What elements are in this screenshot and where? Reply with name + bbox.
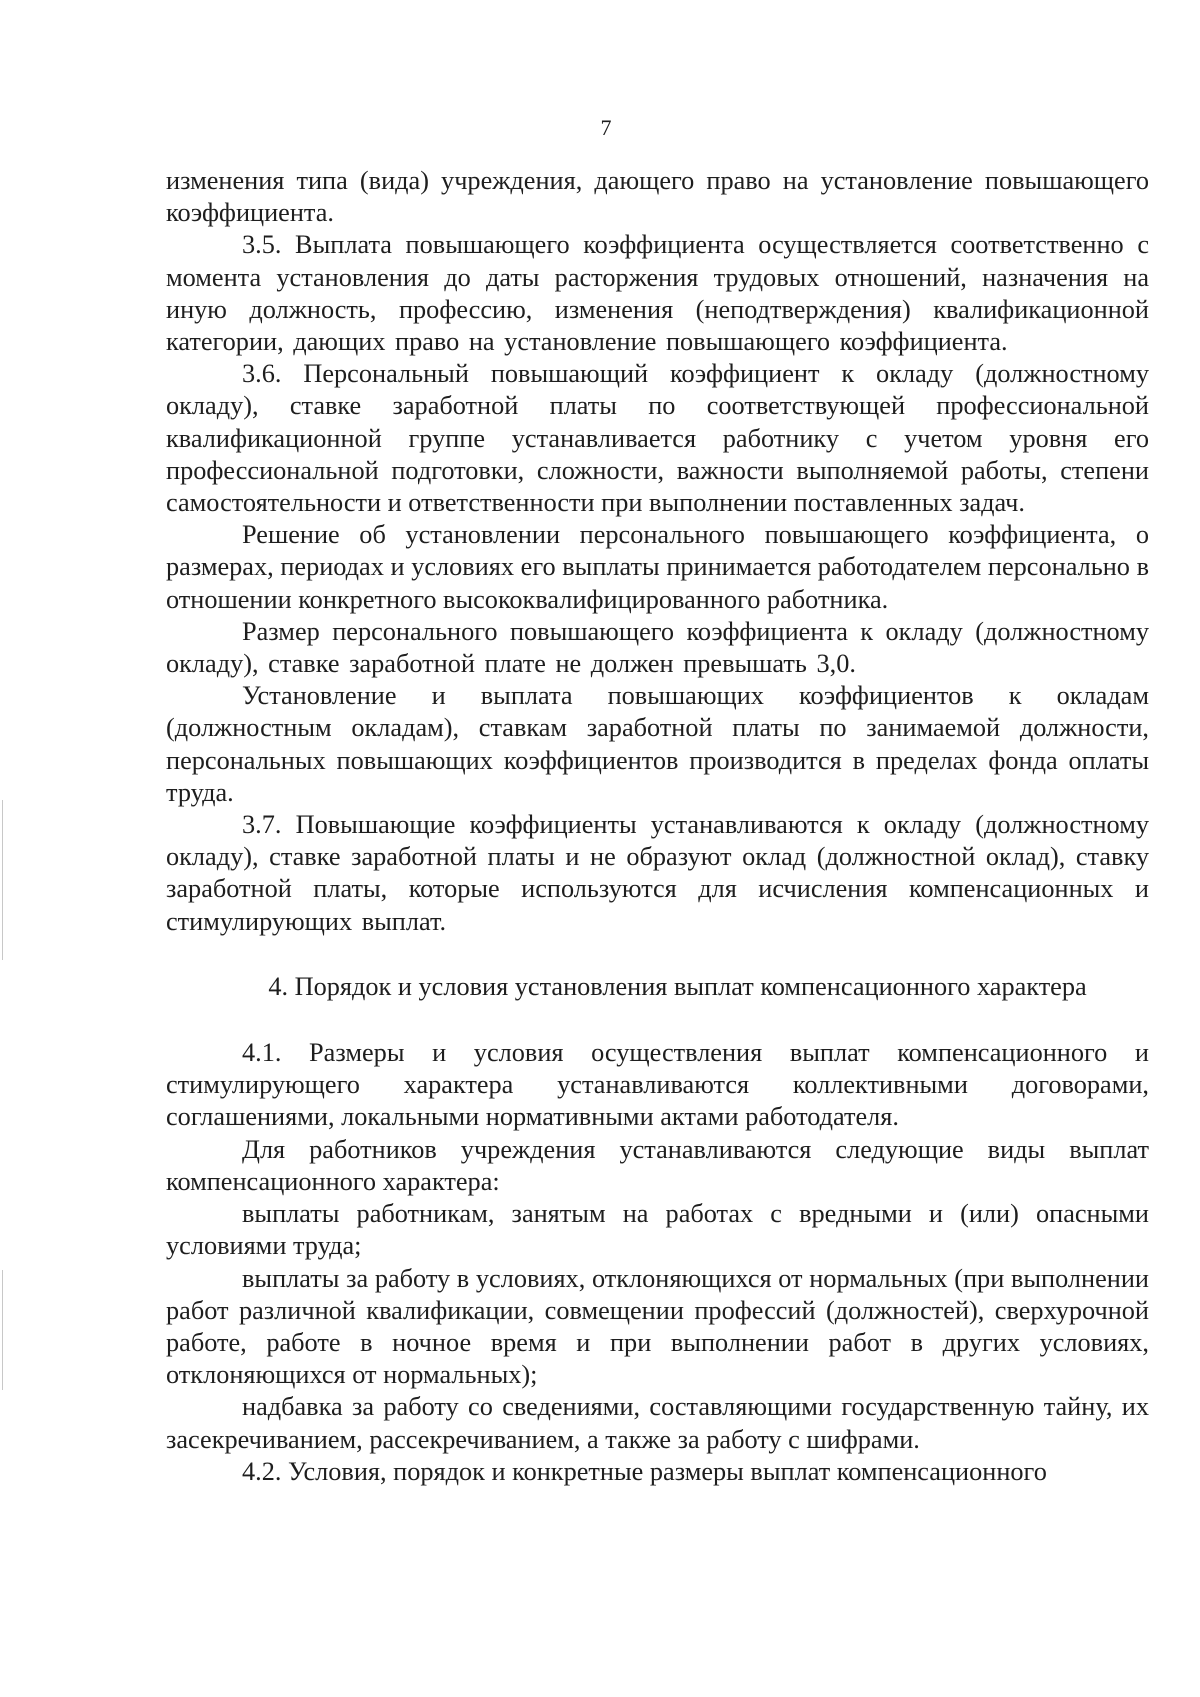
scan-edge-mark bbox=[2, 1270, 3, 1390]
paragraph-3-6: 3.6. Персональный повышающий коэффициент к окладу (должностному окладу), ставке заработной платы по соответствующей профессиональной квалификационной группе устанавливается работнику с учетом уровня его профессиональной подготовки, сложности, важности выполняемой работы, степени самостоятельности и ответственности при выполнении поставленных задач. bbox=[166, 359, 1149, 518]
paragraph-3-5: 3.5. Выплата повышающего коэффициента осуществляется соответственно с момента установления до даты расторжения трудовых отношений, назначения на иную должность, профессию, изменения (неподтверждения) квалификационной категории, дающих право на установление повышающего коэффициента. bbox=[166, 230, 1149, 357]
list-item-state-secret: надбавка за работу со сведениями, составляющими государственную тайну, их засекречиванием, рассекречиванием, а также за работу с шифрами. bbox=[166, 1392, 1149, 1454]
page-number: 7 bbox=[600, 115, 612, 140]
paragraph-4-2: 4.2. Условия, порядок и конкретные размеры выплат компенсационного bbox=[242, 1456, 1047, 1486]
paragraph-payment-fund: Установление и выплата повышающих коэффициентов к окладам (должностным окладам), ставкам заработной платы по занимаемой должности, персональных повышающих коэффициентов производится в пределах фонда оплаты труда. bbox=[166, 681, 1149, 807]
paragraph-3-7: 3.7. Повышающие коэффициенты устанавливаются к окладу (должностному окладу), ставке заработной платы и не образуют оклад (должностной оклад), ставку заработной платы, которые используются для исчисления компенсационных и стимулирующих выплат. bbox=[166, 810, 1149, 936]
list-item-abnormal-conditions: выплаты за работу в условиях, отклоняющихся от нормальных (при выполнении работ различной квалификации, совмещении профессий (должностей), сверхурочной работе, работе в ночное время и при выполнении работ в других условиях, отклоняющихся от нормальных); bbox=[166, 1263, 1149, 1390]
document-body bbox=[166, 165, 1149, 1488]
paragraph-continuation: изменения типа (вида) учреждения, дающего право на установление повышающего коэффициента. bbox=[166, 166, 1149, 228]
paragraph-compensation-types: Для работников учреждения устанавливаются следующие виды выплат компенсационного характера: bbox=[166, 1134, 1149, 1196]
paragraph-personal-coefficient-decision: Решение об установлении персонального повышающего коэффициента, о размерах, периодах и условиях его выплаты принимается работодателем персонально в отношении конкретного высококвалифицированного работника. bbox=[166, 520, 1149, 614]
list-item-harmful-conditions: выплаты работникам, занятым на работах с вредными и (или) опасными условиями труда; bbox=[166, 1199, 1149, 1261]
paragraph-4-1: 4.1. Размеры и условия осуществления выплат компенсационного и стимулирующего характера устанавливаются коллективными договорами, соглашениями, локальными нормативными актами работодателя. bbox=[166, 1038, 1149, 1132]
scan-edge-mark bbox=[2, 800, 3, 960]
section-heading: 4. Порядок и условия установления выплат компенсационного характера bbox=[268, 971, 1087, 1001]
paragraph-coefficient-limit: Размер персонального повышающего коэффициента к окладу (должностному окладу), ставке заработной плате не должен превышать 3,0. bbox=[166, 616, 1149, 679]
